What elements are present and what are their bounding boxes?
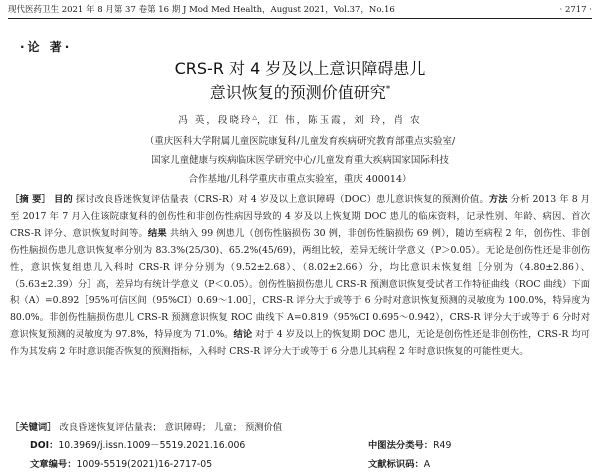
document-code-value: A: [423, 459, 431, 470]
article-number-label: 文章编号：: [30, 459, 77, 470]
running-header: [8, 3, 592, 17]
results-text: 共纳入 99 例患儿（创伤性脑损伤 30 例，非创伤性脑损伤 69 例），随访至病程 2 年，创伤性、非创伤性脑损伤患儿意识恢复率分别为 83.3%(25/30)、65.2%(45/69)，两组比较，差异无统计学意义（P＞0.05）。无论是创伤性还是非创伤性，意识恢复组患儿入科时 CRS-R 评分分别为（9.52±2.68）、（8.02±2.66）分，均比意识未恢复组［分别为（4.80±2.86）、（5.63±2.39）分］高，差异均有统计学意义（P＜0.05）。创伤性脑损伤患儿 CRS-R 预测意识恢复受试者工作特征曲线（ROC 曲线）下面积（A）=0.892［95%可信区间（95%CI）0.69～1.00］，CRS-R 评分大于或等于 6 分时对意识恢复预测的灵敏度为 100.0%，特异度为 80.0%。非创伤性脑损伤患儿 CRS-R 预测意识恢复 ROC 曲线下 A=0.819（95%CI 0.695～0.942），CRS-R 评分大于或等于 6 分时对意识恢复预测的灵敏度为 97.8%，特异度为 71.0%。: [10, 227, 590, 341]
abstract: [10, 192, 590, 361]
objective-text: 探讨改良昏迷恢复评估量表（CRS-R）对 4 岁及以上意识障碍（DOC）患儿意识恢复的预测价值。: [72, 194, 489, 205]
clc-value: R49: [433, 440, 452, 451]
keywords-label: ［关键词］: [10, 422, 57, 433]
title-text: 意识恢复的预测价值研究: [209, 83, 386, 102]
conclusion-text: 对于 4 岁及以上的恢复期 DOC 患儿，无论是创伤性还是非创伤性，CRS-R 均可作为其发病 2 年时意识能否恢复的预测指标，入科时 CRS-R 评分大于或等于 6 分患儿其病程 2 年时意识恢复的可能性更大。: [10, 329, 590, 358]
document-code-label: 文献标识码：: [368, 459, 424, 470]
document-code: [368, 456, 430, 470]
title-footnote-mark: *: [385, 84, 391, 95]
doi-value: 10.3969/j.issn.1009－5519.2021.16.006: [58, 440, 246, 451]
results-label: 结果: [147, 227, 167, 239]
clc-number: [368, 437, 451, 451]
affiliation-line: 合作基地/儿科学重庆市重点实验室，重庆 400014）: [188, 174, 412, 185]
article-number-value: 1009-5519(2021)16-2717-05: [76, 459, 213, 470]
methods-text: 分析 2013 年 8 月至 2017 年 7 月入住该院康复科的创伤性和非创伤性病因导致的 4 岁及以上恢复期 DOC 患儿的临床资料，记录性别、年龄、病因、首次 CRS-R 评分、意识恢复时间等。: [10, 194, 590, 239]
abstract-label: ［摘 要］: [10, 194, 51, 205]
author-list: [0, 112, 600, 126]
journal-info: 现代医药卫生 2021 年 8 月第 37 卷第 16 期 J Mod Med Health，August 2021，Vol.37，No.16: [8, 5, 395, 15]
header-rule: [8, 18, 592, 19]
section-label: ·论 著·: [20, 40, 73, 54]
keywords: [10, 419, 590, 433]
doi: [30, 437, 245, 451]
objective-label: 目的: [53, 194, 73, 205]
corresponding-mark: △: [252, 113, 258, 121]
title-line-2: [0, 80, 600, 103]
article-number: [30, 456, 212, 470]
methods-label: 方法: [488, 194, 508, 205]
authors-rest: ，江 伟，陈玉霞，刘 玲，肖 农: [257, 115, 422, 126]
page-number: · 2717 ·: [559, 5, 592, 15]
keywords-text: 改良昏迷恢复评估量表； 意识障碍； 儿童； 预测价值: [56, 422, 283, 433]
doi-label: DOI：: [30, 440, 59, 451]
conclusion-label: 结论: [233, 329, 253, 341]
affiliation-line: 国家儿童健康与疾病临床医学研究中心/儿童发育重大疾病国家国际科技: [151, 155, 449, 166]
authors-text: 冯 英，段晓玲: [178, 115, 253, 126]
title-line-1: CRS-R 对 4 岁及以上意识障碍患儿: [174, 59, 426, 78]
affiliation-line: （重庆医科大学附属儿童医院康复科/儿童发育疾病研究教育部重点实验室/: [144, 136, 456, 147]
clc-label: 中图法分类号：: [368, 440, 434, 451]
